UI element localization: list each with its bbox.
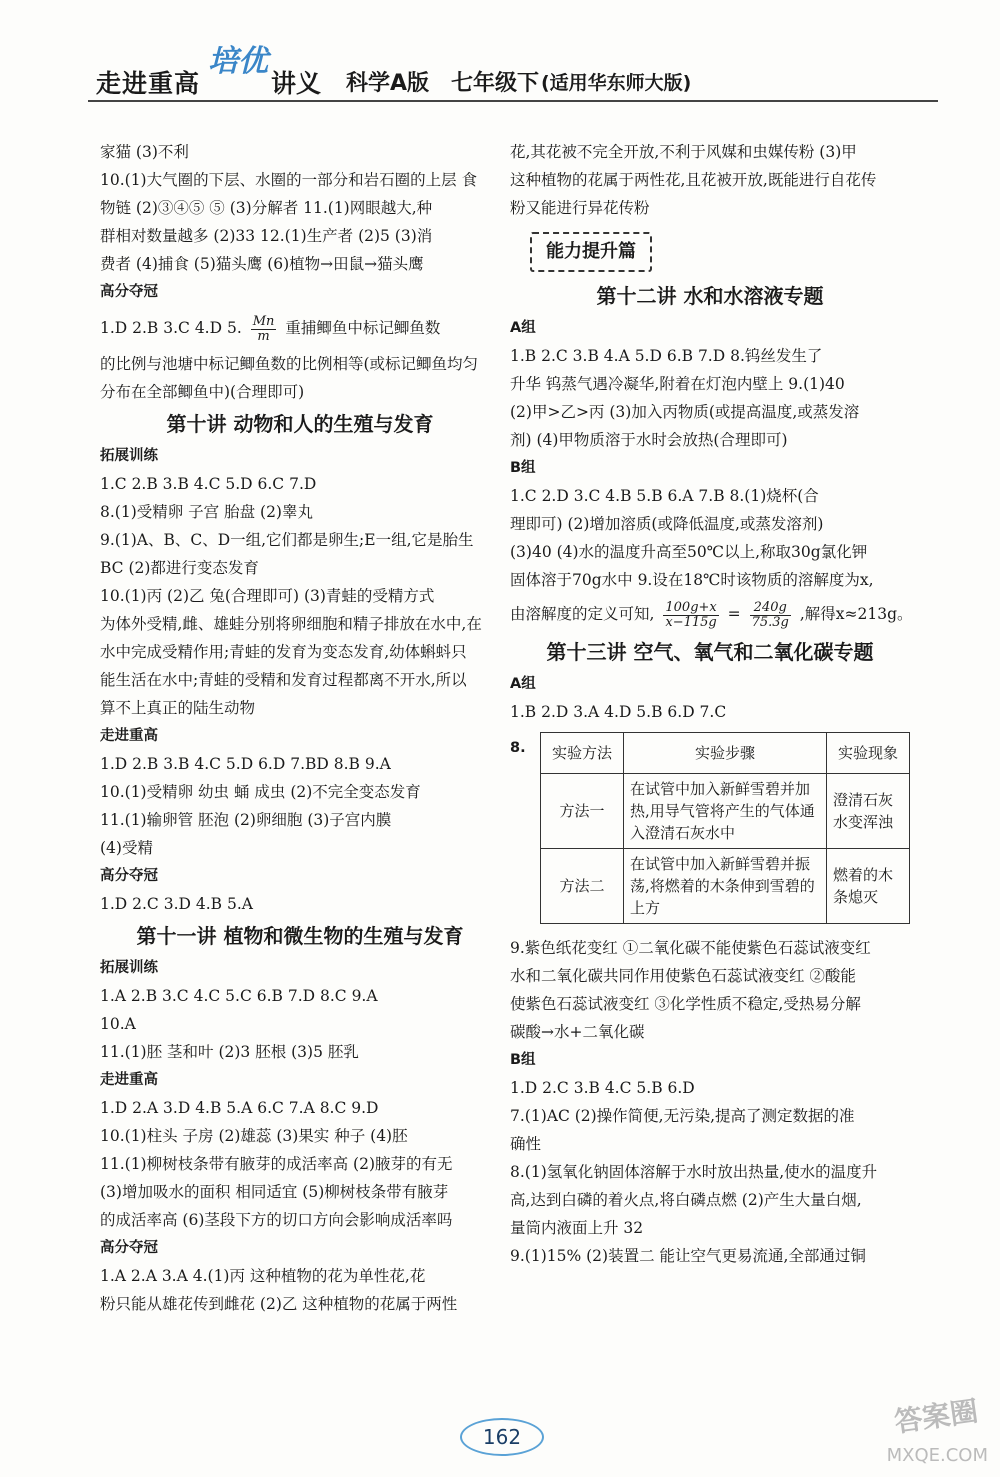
- answer-text: 由溶解度的定义可知,: [510, 605, 655, 623]
- question-8: [510, 732, 910, 924]
- section-label: 拓展训练: [100, 960, 158, 976]
- page-number: 162: [460, 1418, 544, 1456]
- text-line: 量筒内液面上升 32: [510, 1219, 644, 1237]
- text-line: 水和二氧化碳共同作用使紫色石蕊试液变红 ②酸能: [510, 967, 856, 985]
- table-cell: 在试管中加入新鲜雪碧并振荡,将燃着的木条伸到雪碧的上方: [624, 849, 827, 924]
- text-line: 升华 钨蒸气遇冷凝华,附着在灯泡内壁上 9.(1)40: [510, 375, 845, 393]
- table-cell: 方法二: [541, 849, 624, 924]
- watermark: 答案圈: [892, 1394, 981, 1439]
- text-line: 使紫色石蕊试液变红 ③化学性质不稳定,受热易分解: [510, 995, 861, 1013]
- text-line: 这种植物的花属于两性花,且花被开放,既能进行自花传: [510, 171, 877, 189]
- table-cell: 方法一: [541, 774, 624, 849]
- fraction: [251, 315, 277, 344]
- text-line: 1.D 2.A 3.D 4.B 5.A 6.C 7.A 8.C 9.D: [100, 1099, 379, 1117]
- fraction-numerator: Mn: [252, 313, 275, 329]
- group-label: A组: [510, 676, 536, 692]
- watermark-url: MXQE.COM: [886, 1445, 988, 1466]
- text-line: 10.A: [100, 1015, 136, 1033]
- fraction-denominator: 75.3g: [751, 614, 789, 630]
- text-line: 9.(1)A、B、C、D一组,它们都是卵生;E一组,它是胎生: [100, 531, 474, 549]
- table-header: 实验步骤: [624, 733, 827, 774]
- text-line: 群相对数量越多 (2)33 12.(1)生产者 (2)5 (3)消: [100, 227, 433, 245]
- text-line: BC (2)都进行变态发育: [100, 559, 259, 577]
- page-header: [96, 44, 916, 98]
- text-line: 确性: [510, 1135, 542, 1153]
- series-title: 走进重高: [96, 69, 201, 98]
- table-cell: 燃着的木条熄灭: [827, 849, 910, 924]
- table-cell: 澄清石灰水变浑浊: [827, 774, 910, 849]
- text-line: (3)增加吸水的面积 相同适宜 (5)柳树枝条带有腋芽: [100, 1183, 449, 1201]
- text-line: 10.(1)受精卵 幼虫 蛹 成虫 (2)不完全变态发育: [100, 783, 421, 801]
- text-line: 碳酸→水+二氧化碳: [510, 1023, 645, 1041]
- lecture-heading: 第十二讲 水和水溶液专题: [596, 284, 824, 308]
- text-line: 1.C 2.D 3.C 4.B 5.B 6.A 7.B 8.(1)烧杯(合: [510, 487, 819, 505]
- text-line: 家猫 (3)不利: [100, 143, 189, 161]
- text-line: 理即可) (2)增加溶质(或降低温度,或蒸发溶剂): [510, 515, 824, 533]
- table-header: 实验方法: [541, 733, 624, 774]
- section-label: 走进重高: [100, 1072, 158, 1088]
- fraction-numerator: 100g+x: [665, 599, 717, 615]
- lecture-heading: 第十三讲 空气、氧气和二氧化碳专题: [546, 640, 874, 664]
- text-line: 10.(1)丙 (2)乙 兔(合理即可) (3)青蛙的受精方式: [100, 587, 435, 605]
- group-label: A组: [510, 320, 536, 336]
- section-label: 高分夺冠: [100, 1240, 158, 1256]
- text-line: 能生活在水中;青蛙的受精和发育过程都离不开水,所以: [100, 671, 467, 689]
- question-number: 8.: [510, 740, 526, 756]
- text-line: 花,其花被不完全开放,不利于风媒和虫媒传粉 (3)甲: [510, 143, 857, 161]
- text-line: 1.D 2.B 3.B 4.C 5.D 6.D 7.BD 8.B 9.A: [100, 755, 391, 773]
- text-line: (4)受精: [100, 839, 153, 857]
- fraction: [750, 601, 791, 630]
- text-line: 的比例与池塘中标记鲫鱼数的比例相等(或标记鲫鱼均匀: [100, 355, 479, 373]
- text-line: 分布在全部鲫鱼中)(合理即可): [100, 383, 305, 401]
- text-line: 1.D 2.C 3.D 4.B 5.A: [100, 895, 253, 913]
- text-line: 为体外受精,雌、雄蛙分别将卵细胞和精子排放在水中,在: [100, 615, 482, 633]
- text-line: 算不上真正的陆生动物: [100, 699, 256, 717]
- text-line: 1.A 2.B 3.C 4.C 5.C 6.B 7.D 8.C 9.A: [100, 987, 378, 1005]
- fraction-denominator: x−115g: [665, 614, 717, 630]
- book-type: 讲义: [271, 69, 322, 98]
- group-label: B组: [510, 1052, 536, 1068]
- table-row: [541, 774, 910, 849]
- text-line: 11.(1)胚 茎和叶 (2)3 胚根 (3)5 胚乳: [100, 1043, 359, 1061]
- text-line: 水中完成受精作用;青蛙的发育为变态发育,幼体蝌蚪只: [100, 643, 467, 661]
- section-box-wrap: [510, 222, 910, 278]
- text-line: 9.(1)15% (2)装置二 能让空气更易流通,全部通过铜: [510, 1247, 866, 1265]
- text-line: 10.(1)大气圈的下层、水圈的一部分和岩石圈的上层 食: [100, 171, 478, 189]
- left-column: [100, 138, 500, 1318]
- header-rule: [88, 100, 938, 102]
- text-line: 7.(1)AC (2)操作简便,无污染,提高了测定数据的准: [510, 1107, 855, 1125]
- answer-text: 1.D 2.B 3.C 4.D 5.: [100, 319, 242, 337]
- text-line: 1.D 2.C 3.B 4.C 5.B 6.D: [510, 1079, 695, 1097]
- answer-text: ,解得x≈213g。: [799, 605, 913, 623]
- group-label: B组: [510, 460, 536, 476]
- fraction-numerator: 240g: [750, 601, 791, 616]
- text-line: 9.紫色纸花变红 ①二氧化碳不能使紫色石蕊试液变红: [510, 939, 871, 957]
- experiment-table: [540, 732, 910, 924]
- text-line: 高,达到白磷的着火点,将白磷点燃 (2)产生大量白烟,: [510, 1191, 862, 1209]
- text-line: 1.C 2.B 3.B 4.C 5.D 6.C 7.D: [100, 475, 317, 493]
- text-line: 1.B 2.D 3.A 4.D 5.B 6.D 7.C: [510, 703, 727, 721]
- text-line: 物链 (2)③④⑤ ⑤ (3)分解者 11.(1)网眼越大,种: [100, 199, 433, 217]
- text-line: 粉又能进行异花传粉: [510, 199, 650, 217]
- logo: 培优: [208, 44, 268, 79]
- text-line: 8.(1)受精卵 子宫 胎盘 (2)睾丸: [100, 503, 313, 521]
- table-header: 实验现象: [827, 733, 910, 774]
- edition: (适用华东师大版): [541, 72, 692, 94]
- lecture-heading: 第十讲 动物和人的生殖与发育: [166, 412, 434, 436]
- subject: 科学A版: [346, 71, 430, 96]
- text-line: 10.(1)柱头 子房 (2)雄蕊 (3)果实 种子 (4)胚: [100, 1127, 408, 1145]
- right-column: [510, 138, 913, 1270]
- grade: 七年级下: [451, 71, 540, 96]
- section-label: 走进重高: [100, 728, 158, 744]
- table-row: [541, 849, 910, 924]
- text-line: 固体溶于70g水中 9.设在18℃时该物质的溶解度为x,: [510, 571, 874, 589]
- fraction-denominator: m: [257, 328, 270, 344]
- equals-sign: =: [727, 605, 741, 623]
- section-label: 高分夺冠: [100, 868, 158, 884]
- answer-text: 重捕鲫鱼中标记鲫鱼数: [285, 319, 441, 337]
- text-line: 8.(1)氢氧化钠固体溶解于水时放出热量,使水的温度升: [510, 1163, 878, 1181]
- text-line: (2)甲>乙>丙 (3)加入丙物质(或提高温度,或蒸发溶: [510, 403, 860, 421]
- table-header-row: [541, 733, 910, 774]
- text-line: (3)40 (4)水的温度升高至50℃以上,称取30g氯化钾: [510, 543, 868, 561]
- text-line: 11.(1)柳树枝条带有腋芽的成活率高 (2)腋芽的有无: [100, 1155, 453, 1173]
- section-box-title: 能力提升篇: [530, 232, 652, 272]
- text-line: [510, 594, 913, 634]
- text-line: 的成活率高 (6)茎段下方的切口方向会影响成活率吗: [100, 1211, 453, 1229]
- text-line: [100, 306, 500, 350]
- table-cell: 在试管中加入新鲜雪碧并加热,用导气管将产生的气体通入澄清石灰水中: [624, 774, 827, 849]
- text-line: 粉只能从雄花传到雌花 (2)乙 这种植物的花属于两性: [100, 1295, 458, 1313]
- text-line: 剂) (4)甲物质溶于水时会放热(合理即可): [510, 431, 788, 449]
- section-label: 高分夺冠: [100, 284, 158, 300]
- lecture-heading: 第十一讲 植物和微生物的生殖与发育: [136, 924, 464, 948]
- text-line: 11.(1)输卵管 胚泡 (2)卵细胞 (3)子宫内膜: [100, 811, 392, 829]
- text-line: 1.A 2.A 3.A 4.(1)丙 这种植物的花为单性花,花: [100, 1267, 426, 1285]
- fraction: [663, 601, 718, 630]
- text-line: 1.B 2.C 3.B 4.A 5.D 6.B 7.D 8.钨丝发生了: [510, 347, 823, 365]
- text-line: 费者 (4)捕食 (5)猫头鹰 (6)植物→田鼠→猫头鹰: [100, 255, 424, 273]
- section-label: 拓展训练: [100, 448, 158, 464]
